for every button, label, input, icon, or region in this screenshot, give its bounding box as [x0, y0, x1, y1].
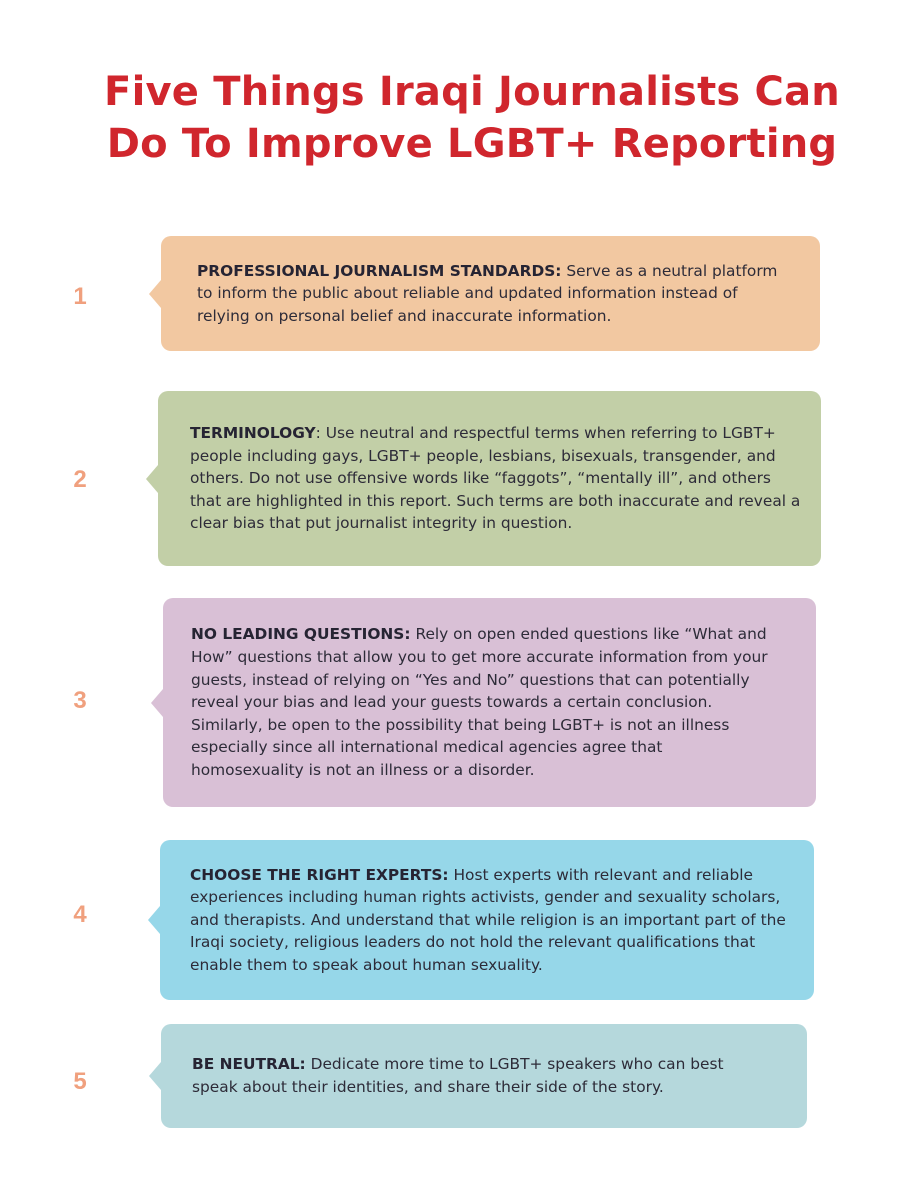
title-line-2: Do To Improve LGBT+ Reporting	[106, 121, 838, 167]
tip-card-3	[163, 598, 816, 807]
tip-card-2	[158, 391, 821, 566]
tip-body-2: : Use neutral and respectful terms when referring to LGBT+ people including gays, LGBT+ people, lesbians, bisexuals, transgender, and others. Do not use offensive words like “faggots”, “mentally ill”, and others that are highlighted in this report. Such terms are both inaccurate and reveal a clear bias that put journalist integrity in question.	[190, 424, 801, 533]
tip-body-5: Dedicate more time to LGBT+ speakers who can best speak about their identities, and share their side of the story.	[192, 1055, 724, 1096]
tip-body-1: Serve as a neutral platform to inform the public about reliable and updated information instead of relying on personal belief and inaccurate information.	[197, 261, 778, 325]
tip-card-1	[161, 236, 820, 351]
item-number-3: 3	[73, 687, 87, 714]
item-number-5: 5	[73, 1068, 87, 1095]
tip-body-4: Host experts with relevant and reliable experiences including human rights activists, gender and sexuality scholars, and therapists. And understand that while religion is an important part of the Iraqi society, religious leaders do not hold the relevant qualifications that enable them to speak about human sexuality.	[190, 865, 786, 974]
tip-text-1	[197, 260, 780, 328]
tip-card-5	[161, 1024, 807, 1128]
item-number-1: 1	[73, 283, 87, 310]
tip-body-3: Rely on open ended questions like “What and How” questions that allow you to get more accurate information from your guests, instead of relying on “Yes and No” questions that can potentially reveal your bias and lead your guests towards a certain conclusion. Similarly, be open to the possibility that being LGBT+ is not an illness especially since all international medical agencies agree that homosexuality is not an illness or a disorder.	[191, 625, 768, 779]
item-number-2: 2	[73, 466, 87, 493]
item-number-4: 4	[73, 901, 87, 928]
tip-text-4	[190, 864, 788, 977]
page-title	[0, 66, 924, 170]
tip-heading-4: CHOOSE THE RIGHT EXPERTS:	[190, 865, 449, 884]
tip-card-4	[160, 840, 814, 1000]
title-line-1: Five Things Iraqi Journalists Can	[104, 69, 840, 115]
tip-heading-5: BE NEUTRAL:	[192, 1055, 306, 1074]
tip-heading-2: TERMINOLOGY	[190, 424, 316, 443]
tip-text-2	[190, 422, 807, 535]
tip-text-5	[192, 1053, 747, 1098]
tip-heading-1: PROFESSIONAL JOURNALISM STANDARDS:	[197, 261, 562, 280]
tip-text-3	[191, 623, 780, 781]
tip-heading-3: NO LEADING QUESTIONS:	[191, 625, 411, 644]
